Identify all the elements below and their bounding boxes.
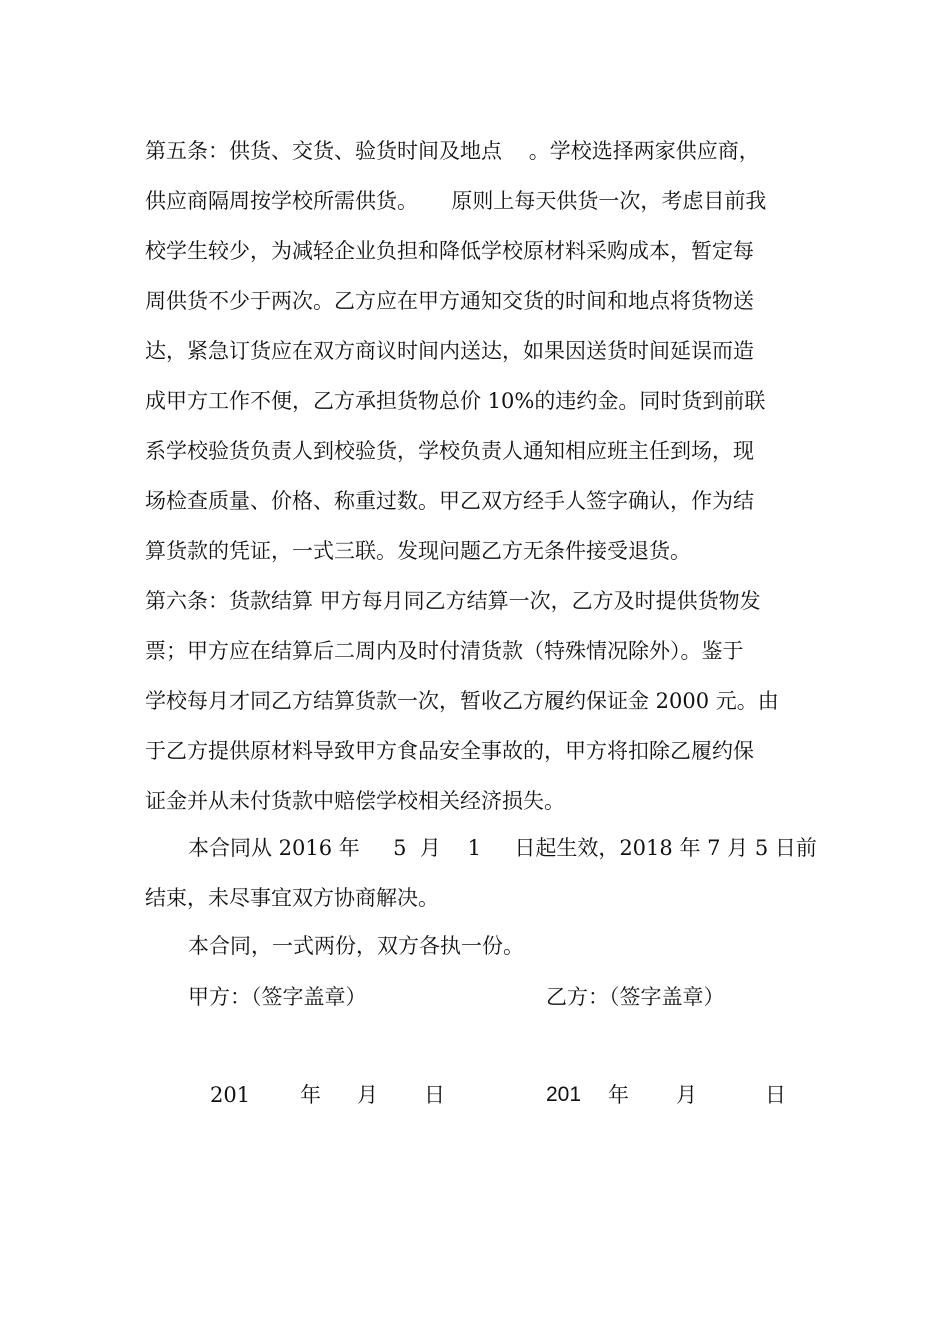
party-b-date-year: 201 bbox=[546, 1083, 582, 1106]
article-5-line-8: 场检查质量、价格、称重过数。甲乙双方经手人签字确认，作为结 bbox=[145, 489, 754, 513]
party-a-date-day-unit: 日 bbox=[424, 1083, 445, 1107]
article-6-line-5: 证金并从未付货款中赔偿学校相关经济损失。 bbox=[145, 789, 565, 813]
effective-line-2: 结束，未尽事宜双方协商解决。 bbox=[145, 886, 439, 910]
article-5-line-6: 成甲方工作不便，乙方承担货物总价 10%的违约金。同时货到前联 bbox=[145, 389, 766, 413]
article-5-line-4: 周供货不少于两次。乙方应在甲方通知交货的时间和地点将货物送 bbox=[145, 289, 754, 313]
article-6-line-4: 于乙方提供原材料导致甲方食品安全事故的，甲方将扣除乙履约保 bbox=[145, 739, 754, 763]
article-5-line-1: 第五条：供货、交货、验货时间及地点 。学校选择两家供应商， bbox=[145, 139, 760, 163]
party-b-date-year-unit: 年 bbox=[608, 1083, 629, 1107]
party-b-signature-label: 乙方：（签字盖章） bbox=[546, 985, 725, 1009]
article-5-line-9: 算货款的凭证，一式三联。发现问题乙方无条件接受退货。 bbox=[145, 539, 691, 563]
party-a-date-year: 201 bbox=[210, 1083, 251, 1107]
party-a-signature-label: 甲方：（签字盖章） bbox=[188, 985, 367, 1009]
article-6-line-3: 学校每月才同乙方结算货款一次，暂收乙方履约保证金 2000 元。由 bbox=[145, 689, 779, 713]
party-a-date-month-unit: 月 bbox=[357, 1083, 378, 1107]
article-5-line-2: 供应商隔周按学校所需供货。 原则上每天供货一次，考虑目前我 bbox=[145, 189, 767, 213]
party-b-date-month-unit: 月 bbox=[676, 1083, 697, 1107]
article-6-line-1: 第六条：货款结算 甲方每月同乙方结算一次，乙方及时提供货物发 bbox=[145, 589, 761, 613]
article-5-line-3: 校学生较少，为减轻企业负担和降低学校原材料采购成本，暂定每 bbox=[145, 239, 754, 263]
copies-clause: 本合同，一式两份，双方各执一份。 bbox=[188, 934, 524, 958]
article-6-line-2: 票；甲方应在结算后二周内及时付清货款（特殊情况除外）。鉴于 bbox=[145, 639, 744, 663]
party-a-date-year-unit: 年 bbox=[300, 1083, 321, 1107]
article-5-line-7: 系学校验货负责人到校验货，学校负责人通知相应班主任到场，现 bbox=[145, 439, 754, 463]
effective-line-1: 本合同从 2016 年 5 月 1 日起生效，2018 年 7 月 5 日前 bbox=[188, 836, 817, 860]
party-b-date-day-unit: 日 bbox=[765, 1083, 786, 1107]
article-5-line-5: 达，紧急订货应在双方商议时间内送达，如果因送货时间延误而造 bbox=[145, 339, 754, 363]
